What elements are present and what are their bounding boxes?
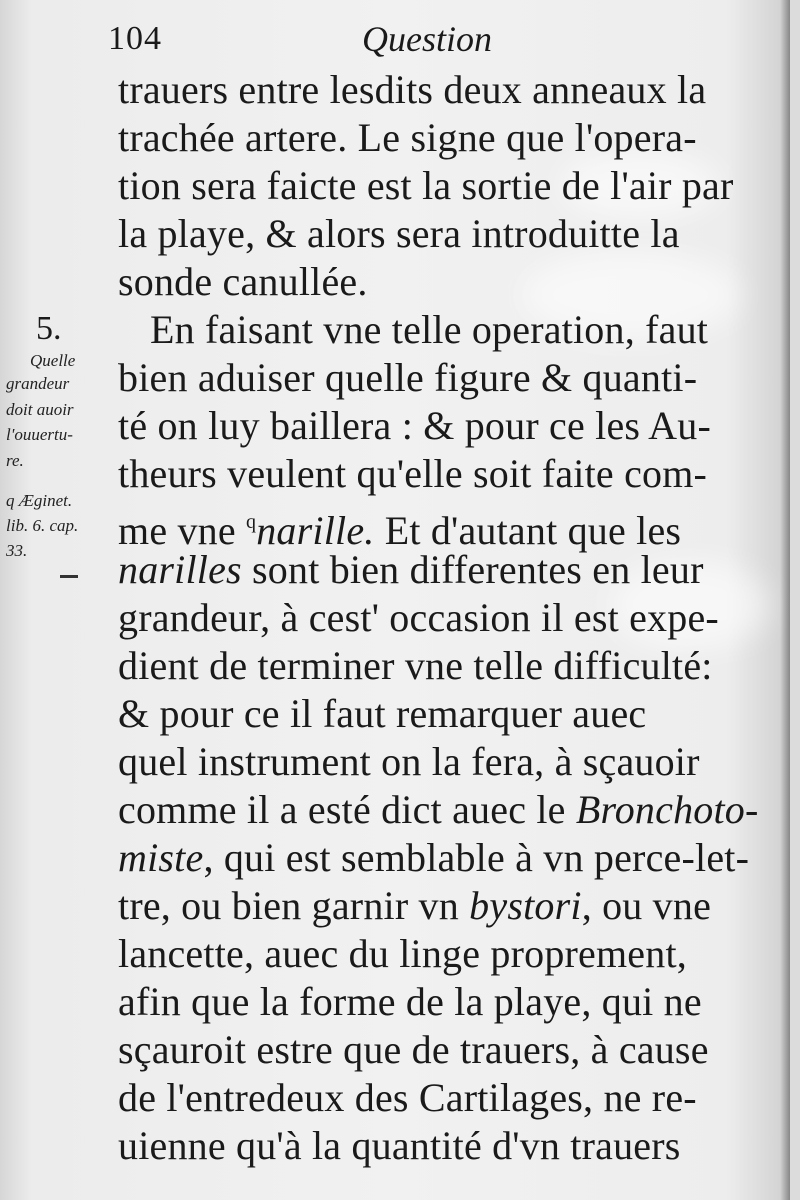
footnote-marker: q bbox=[246, 511, 257, 533]
section-number: 5. bbox=[36, 310, 62, 347]
text-line: sonde canullée. bbox=[118, 259, 368, 304]
text-line-indented: En faisant vne telle operation, faut bbox=[150, 307, 709, 352]
text-line: té on luy baillera : & pour ce les Au- bbox=[118, 403, 711, 448]
text-line: me vne $^q$narille. Et d'autant que les bbox=[118, 508, 682, 553]
text-line: tion sera faicte est la sortie de l'air par bbox=[118, 163, 734, 208]
margin-dash bbox=[60, 575, 78, 578]
page-number: 104 bbox=[108, 20, 162, 57]
text-line: & pour ce il faut remarquer auec bbox=[118, 691, 647, 736]
text-line: comme il a esté dict auec le Bronchoto- bbox=[118, 787, 759, 832]
gloss-line: doit auoir bbox=[6, 400, 74, 419]
gloss-line: grandeur bbox=[6, 374, 70, 393]
reference-line: 33. bbox=[6, 541, 28, 560]
text-line: trachée artere. Le signe que l'opera- bbox=[118, 115, 697, 160]
text-line: bien aduiser quelle figure & quanti- bbox=[118, 355, 698, 400]
gloss-line: re. bbox=[6, 451, 24, 470]
text-line: de l'entredeux des Cartilages, ne re- bbox=[118, 1075, 697, 1120]
text-line: theurs veulent qu'elle soit faite com- bbox=[118, 451, 708, 496]
text-line: lancette, auec du linge proprement, bbox=[118, 931, 687, 976]
page-header bbox=[0, 18, 790, 66]
reference-line: q Æginet. bbox=[6, 491, 73, 510]
text-line: narilles sont bien differentes en leur bbox=[118, 547, 704, 592]
page-edge-shadow bbox=[780, 0, 790, 1200]
gloss-line: Quelle bbox=[30, 351, 76, 370]
running-head: Question bbox=[362, 19, 492, 59]
text-line: uienne qu'à la quantité d'vn trauers bbox=[118, 1123, 681, 1168]
text-line: dient de terminer vne telle difficulté: bbox=[118, 643, 713, 688]
text-line: grandeur, à cest' occasion il est expe- bbox=[118, 595, 719, 640]
text-line: sçauroit estre que de trauers, à cause bbox=[118, 1027, 709, 1072]
text-line: afin que la forme de la playe, qui ne bbox=[118, 979, 702, 1024]
reference-line: lib. 6. cap. bbox=[6, 516, 79, 535]
text-line: la playe, & alors sera introduitte la bbox=[118, 211, 680, 256]
text-line: quel instrument on la fera, à sçauoir bbox=[118, 739, 700, 784]
text-line: miste, qui est semblable à vn perce-let- bbox=[118, 835, 750, 880]
text-line: trauers entre lesdits deux anneaux la bbox=[118, 67, 707, 112]
text-line: tre, ou bien garnir vn bystori, ou vne bbox=[118, 883, 712, 928]
gloss-line: l'ouuertu- bbox=[6, 425, 73, 444]
